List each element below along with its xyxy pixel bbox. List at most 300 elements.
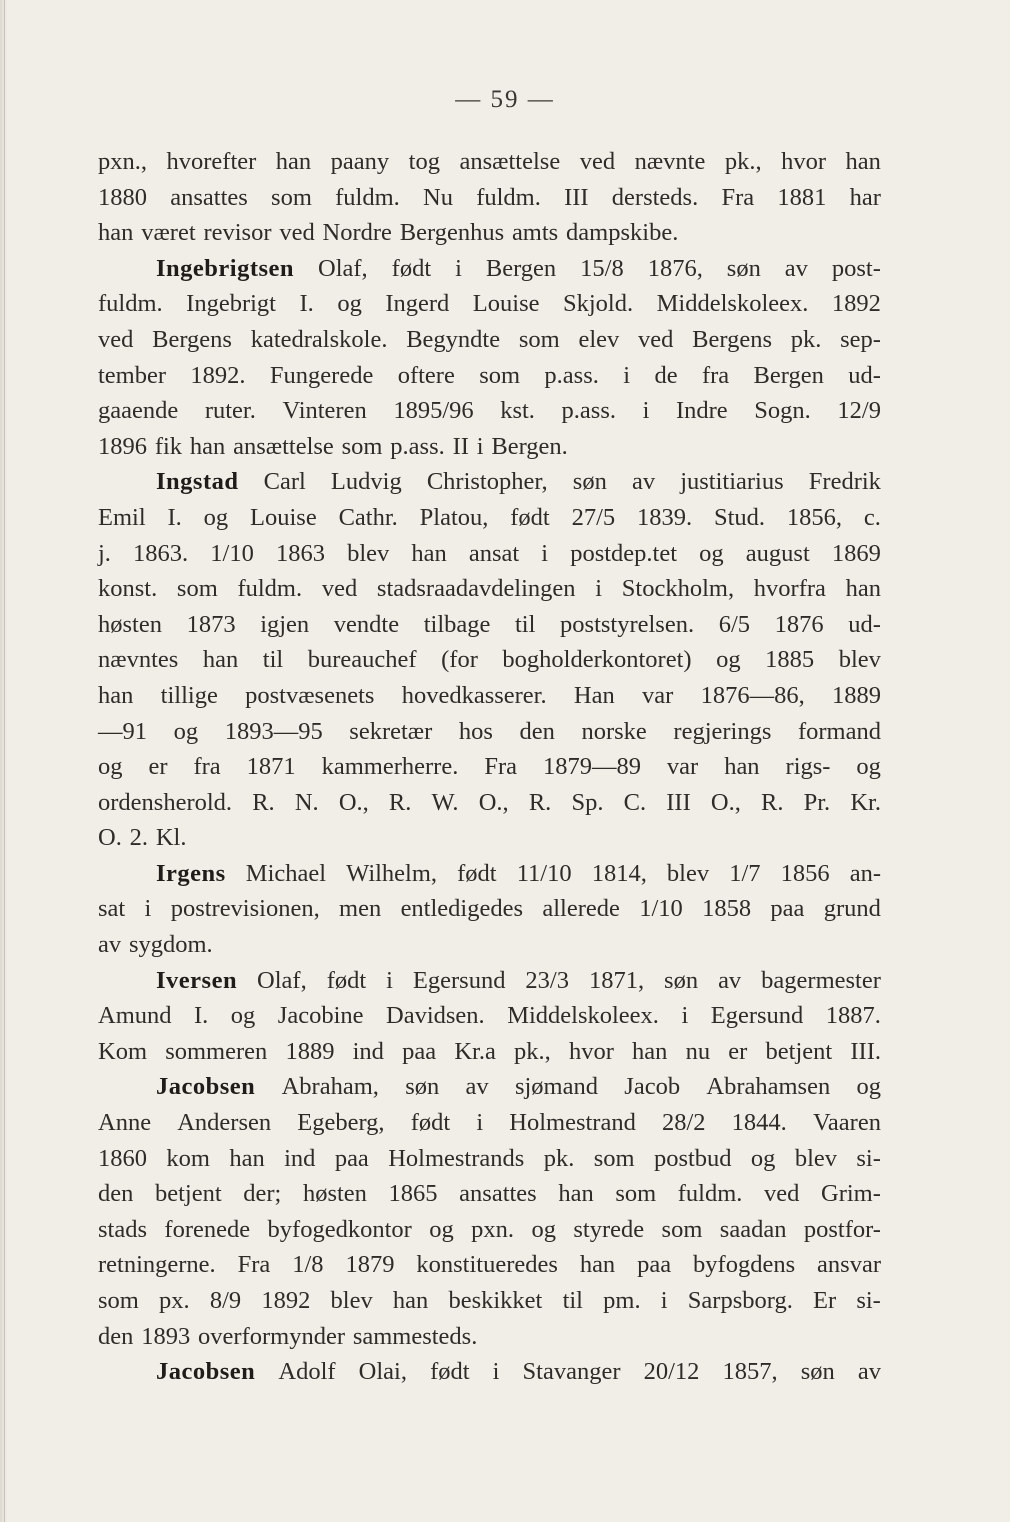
word: paa: [770, 895, 805, 923]
word: kst.: [500, 397, 535, 425]
word: nævntes: [98, 646, 179, 674]
word: 1873: [186, 610, 236, 638]
word: blev: [666, 859, 710, 887]
word: og: [856, 753, 881, 781]
word: tillige: [160, 681, 218, 709]
word: blev: [794, 1144, 837, 1172]
word: ud-: [848, 361, 881, 389]
word: Michael: [245, 859, 327, 887]
word: Bergens: [152, 325, 232, 353]
word: 11/10: [516, 859, 572, 887]
word: 1871: [246, 753, 296, 781]
word: postdep.tet: [570, 539, 678, 567]
word: Bergen: [485, 254, 557, 282]
word: Sarpsborg.: [687, 1287, 793, 1314]
word: han: [98, 681, 134, 709]
text-line: [98, 1212, 881, 1248]
word: 1860: [98, 1144, 147, 1172]
text-line: [98, 251, 881, 287]
word: paa: [402, 1037, 437, 1065]
word: ruter.: [204, 397, 256, 425]
word: tilbage: [423, 610, 491, 638]
word: Sogn.: [754, 397, 811, 425]
word: postfor-: [803, 1215, 881, 1243]
word: Ingebrigt: [186, 290, 276, 318]
word: nu: [685, 1037, 711, 1065]
word: og: [203, 503, 229, 531]
text-line: [98, 1319, 881, 1355]
word: Fra: [237, 1251, 271, 1279]
word: Anne: [98, 1109, 152, 1137]
word: ved: [279, 219, 315, 247]
text-line: [98, 963, 881, 999]
text-line: [98, 607, 881, 643]
text-line: [98, 1105, 881, 1141]
entry-headword: Ingebrigtsen: [156, 254, 295, 282]
word: Holmestrands: [388, 1144, 525, 1172]
word: til: [515, 610, 536, 638]
word: og: [856, 1073, 881, 1101]
entry-headword: Jacobsen: [156, 1358, 256, 1386]
word: som: [518, 325, 560, 353]
word: 1896: [98, 432, 147, 460]
word: Adolf: [278, 1358, 336, 1386]
word: Egersund: [412, 966, 506, 994]
word: 20/12: [643, 1358, 700, 1386]
word: sammesteds.: [352, 1322, 478, 1350]
word: Han: [573, 681, 615, 709]
word: 1893—95: [224, 717, 323, 745]
word: Christopher,: [426, 468, 548, 496]
word: tember: [98, 361, 167, 389]
word: han: [392, 1287, 429, 1314]
word: og: [750, 1144, 776, 1172]
word: 1/8: [292, 1251, 324, 1279]
word: 15/8: [580, 254, 624, 282]
word: paa: [334, 1144, 369, 1172]
word: pk.,: [514, 1037, 551, 1065]
word: 1892.: [190, 361, 246, 389]
word: Begyndte: [406, 325, 501, 353]
word: Indre: [675, 397, 728, 425]
word: Holmestrand: [509, 1109, 636, 1137]
word: I.: [167, 503, 182, 531]
word: i: [623, 361, 631, 389]
word: pk.,: [724, 148, 762, 175]
word: 1/10: [639, 895, 683, 923]
word: 1857,: [722, 1358, 778, 1386]
word: han: [558, 1180, 594, 1208]
word: Kr.a: [454, 1037, 496, 1065]
word: født: [457, 859, 497, 887]
word: høsten: [302, 1180, 367, 1208]
word: Vinteren: [282, 397, 367, 425]
word: og: [716, 646, 741, 674]
word: norske: [581, 717, 647, 745]
word: er: [728, 1037, 748, 1065]
word: regjerings: [673, 717, 772, 745]
text-line: [98, 500, 881, 536]
word: Louise: [472, 290, 540, 318]
word: pxn.: [471, 1215, 515, 1243]
word: 1858: [702, 895, 752, 923]
word: Nordre: [322, 219, 392, 247]
page-number: — 59 —: [455, 86, 555, 113]
word: Nu: [423, 183, 453, 211]
word: 1880: [98, 183, 147, 211]
word: som: [479, 361, 521, 389]
word: ved: [321, 575, 358, 603]
word: Grim-: [821, 1180, 881, 1208]
word: fuldm.: [98, 290, 163, 318]
word: Cathr.: [338, 503, 398, 531]
word: sommeren: [165, 1037, 268, 1065]
word: han: [845, 148, 881, 175]
word: si-: [856, 1144, 881, 1172]
word: som: [661, 1215, 703, 1243]
word: ind: [284, 1144, 316, 1172]
word: han: [189, 432, 226, 460]
word: søn: [405, 1073, 440, 1101]
word: overformynder: [198, 1322, 345, 1350]
word: fra: [701, 361, 730, 389]
word: av: [784, 254, 808, 282]
word: 1895/96: [393, 397, 474, 425]
word: O.,: [478, 788, 509, 816]
word: Stavanger: [522, 1358, 621, 1386]
word: bagermester: [761, 966, 881, 994]
word: i: [642, 397, 650, 425]
word: justitiarius: [680, 468, 784, 496]
word: Wilhelm,: [346, 859, 438, 887]
word: søn: [572, 468, 607, 496]
word: august: [745, 539, 810, 567]
word: Egersund: [710, 1002, 804, 1030]
text-line: [98, 998, 881, 1034]
text-line: [98, 1176, 881, 1212]
word: er: [148, 753, 168, 781]
word: pk.: [543, 1144, 575, 1172]
page-edge: [0, 0, 8, 1522]
word: Ludvig: [330, 468, 402, 496]
word: tog: [408, 148, 440, 175]
word: Fra: [484, 753, 517, 781]
entry-headword: Jacobsen: [156, 1073, 256, 1101]
word: oftere: [397, 361, 455, 389]
word: R.: [388, 788, 412, 816]
word: sep-: [840, 325, 881, 353]
word: og: [429, 1215, 454, 1243]
word: R.: [528, 788, 552, 816]
word: 1889: [832, 681, 881, 709]
word: født: [430, 1358, 470, 1386]
word: si-: [856, 1287, 881, 1314]
word: amts: [511, 219, 559, 247]
word: ved: [764, 1180, 800, 1208]
word: Fredrik: [808, 468, 881, 496]
text-line: [98, 1069, 881, 1105]
word: Sp.: [571, 788, 604, 816]
word: c.: [863, 503, 881, 531]
word: Middelskoleex.: [656, 290, 809, 318]
word: av: [718, 966, 742, 994]
word: været: [141, 219, 196, 247]
word: Amund: [98, 1002, 172, 1030]
word: i: [476, 432, 484, 460]
word: betjent: [765, 1037, 833, 1065]
word: sat: [98, 895, 126, 923]
word: Fra: [721, 183, 755, 211]
word: han: [411, 539, 447, 567]
text-line: [98, 1141, 881, 1177]
word: i: [455, 254, 462, 282]
word: Abraham,: [281, 1073, 379, 1101]
word: bogholderkontoret): [502, 646, 692, 674]
word: paany: [330, 148, 390, 175]
word: han: [229, 1144, 265, 1172]
word: som: [593, 1144, 635, 1172]
word: høsten: [98, 610, 162, 638]
word: 1876: [774, 610, 824, 638]
word: nævnte: [634, 148, 706, 175]
word: 1863.: [133, 539, 189, 567]
word: gaaende: [98, 397, 179, 425]
word: 2.: [129, 824, 149, 852]
text-line: [98, 1034, 881, 1070]
word: hvor: [568, 1037, 614, 1065]
word: var: [666, 753, 699, 781]
word: kammerherre.: [321, 753, 459, 781]
text-line: [98, 927, 881, 963]
word: ud-: [848, 610, 881, 638]
word: pm.: [603, 1287, 641, 1314]
word: har: [849, 183, 881, 211]
word: konst.: [98, 575, 158, 603]
word: og: [531, 1215, 556, 1243]
word: Andersen: [177, 1109, 272, 1137]
word: han: [579, 1251, 616, 1279]
word: p.ass.: [544, 361, 599, 389]
word: hovedkasserer.: [401, 681, 547, 709]
word: j.: [98, 539, 111, 567]
word: Jacobine: [277, 1002, 364, 1030]
word: av: [465, 1073, 489, 1101]
text-line: [98, 286, 881, 322]
text-line: [98, 714, 881, 750]
text-block: [98, 144, 881, 1390]
word: og: [98, 753, 123, 781]
word: 27/5: [571, 503, 616, 531]
word: 1839.: [637, 503, 693, 531]
word: Carl: [263, 468, 306, 496]
word: fuldm.: [677, 1180, 743, 1208]
word: han: [724, 753, 760, 781]
text-line: [98, 429, 881, 465]
word: født: [326, 966, 367, 994]
word: som: [98, 1287, 139, 1314]
word: 1879—89: [542, 753, 641, 781]
word: igjen: [260, 610, 310, 638]
word: Emil: [98, 503, 146, 531]
word: O.,: [710, 788, 741, 816]
word: Bergenhus: [399, 219, 505, 247]
word: (for: [441, 646, 478, 674]
text-line: [98, 1354, 881, 1390]
word: rigs-: [785, 753, 831, 781]
word: forenede: [164, 1215, 251, 1243]
word: søn: [726, 254, 761, 282]
word: 23/3: [525, 966, 569, 994]
text-line: [98, 215, 881, 251]
word: stadsraadavdelingen: [376, 575, 576, 603]
word: 6/5: [718, 610, 751, 638]
text-line: [98, 856, 881, 892]
word: 1856: [780, 859, 830, 887]
word: Ingerd: [385, 290, 450, 318]
word: sygdom.: [128, 931, 213, 959]
word: han: [845, 575, 881, 603]
word: p.ass.: [390, 432, 445, 460]
word: som: [341, 432, 383, 460]
word: og: [699, 539, 724, 567]
word: 1885: [765, 646, 815, 674]
entry-headword: Iversen: [156, 966, 238, 994]
word: C.: [623, 788, 647, 816]
text-line: [98, 1283, 881, 1319]
word: i: [595, 575, 603, 603]
entry-headword: Ingstad: [156, 468, 239, 496]
word: av: [857, 1358, 881, 1386]
word: ansattes: [170, 183, 248, 211]
word: ved: [579, 148, 616, 175]
word: 8/9: [209, 1287, 242, 1314]
text-line: [98, 678, 881, 714]
word: ansættelse: [459, 148, 561, 175]
word: entledigedes: [400, 895, 524, 923]
word: Vaaren: [812, 1109, 881, 1137]
word: postbud: [653, 1144, 732, 1172]
word: saadan: [719, 1215, 787, 1243]
text-line: [98, 358, 881, 394]
word: III: [564, 183, 589, 211]
word: 1892: [261, 1287, 311, 1314]
word: betjent: [154, 1180, 222, 1208]
word: hvor: [781, 148, 827, 175]
word: var: [642, 681, 674, 709]
text-line: [98, 891, 881, 927]
word: ved: [98, 325, 134, 353]
word: i: [492, 1358, 500, 1386]
word: og: [173, 717, 199, 745]
word: stads: [98, 1215, 147, 1243]
text-line: [98, 749, 881, 785]
word: dampskibe.: [566, 219, 679, 247]
word: ansat: [468, 539, 520, 567]
word: blev: [330, 1287, 373, 1314]
word: Pr.: [803, 788, 831, 816]
word: av: [631, 468, 656, 496]
word: Olai,: [358, 1358, 407, 1386]
text-line: [98, 464, 881, 500]
word: som: [615, 1180, 657, 1208]
entry-headword: Irgens: [156, 859, 226, 887]
word: 1/10: [210, 539, 254, 567]
word: Bergens: [692, 325, 772, 353]
word: til: [562, 1287, 583, 1314]
word: 1889: [285, 1037, 335, 1065]
word: 12/9: [837, 397, 881, 425]
word: født: [410, 1109, 451, 1137]
word: poststyrelsen.: [560, 610, 695, 638]
word: 1865: [388, 1180, 438, 1208]
word: bureauchef: [307, 646, 417, 674]
text-line: [98, 785, 881, 821]
word: 1892: [831, 290, 881, 318]
word: Kom: [98, 1037, 147, 1065]
word: Skjold.: [563, 290, 634, 318]
word: Bergen.: [491, 432, 568, 460]
text-line: [98, 393, 881, 429]
word: til: [262, 646, 284, 674]
word: der;: [243, 1180, 282, 1208]
word: han: [202, 646, 239, 674]
word: N.: [294, 788, 319, 816]
word: 1881: [777, 183, 827, 211]
word: p.ass.: [561, 397, 616, 425]
word: Abrahamsen: [706, 1073, 831, 1101]
word: ansættelse: [233, 432, 334, 460]
word: dersteds.: [611, 183, 699, 211]
word: hvorefter: [166, 148, 257, 175]
word: i: [660, 1287, 668, 1314]
word: Middelskoleex.: [507, 1002, 659, 1030]
word: født: [510, 503, 550, 531]
word: og: [230, 1002, 256, 1030]
word: ved: [638, 325, 674, 353]
word: byfogdens: [693, 1251, 796, 1279]
word: 1887.: [825, 1002, 881, 1030]
word: post-: [831, 254, 881, 282]
word: elev: [578, 325, 620, 353]
word: konstitueredes: [416, 1251, 558, 1279]
word: den: [519, 717, 555, 745]
word: han: [275, 148, 312, 175]
word: som: [271, 183, 312, 211]
word: postrevisionen,: [170, 895, 320, 923]
word: Bergen: [753, 361, 824, 389]
word: Louise: [250, 503, 317, 531]
word: hos: [458, 717, 493, 745]
text-line: [98, 180, 881, 216]
word: i: [144, 895, 152, 923]
word: fra: [193, 753, 221, 781]
word: revisor: [203, 219, 272, 247]
word: Fungerede: [269, 361, 374, 389]
word: pxn.,: [98, 148, 147, 175]
word: W.: [431, 788, 459, 816]
word: katedralskole.: [250, 325, 388, 353]
word: Jacob: [624, 1073, 681, 1101]
word: III: [666, 788, 691, 816]
word: 1869: [831, 539, 881, 567]
word: 1814,: [591, 859, 647, 887]
word: i: [541, 539, 549, 567]
word: formand: [797, 717, 881, 745]
word: 1876,: [647, 254, 703, 282]
text-line: [98, 1247, 881, 1283]
word: Platou,: [419, 503, 489, 531]
word: men: [339, 895, 382, 923]
